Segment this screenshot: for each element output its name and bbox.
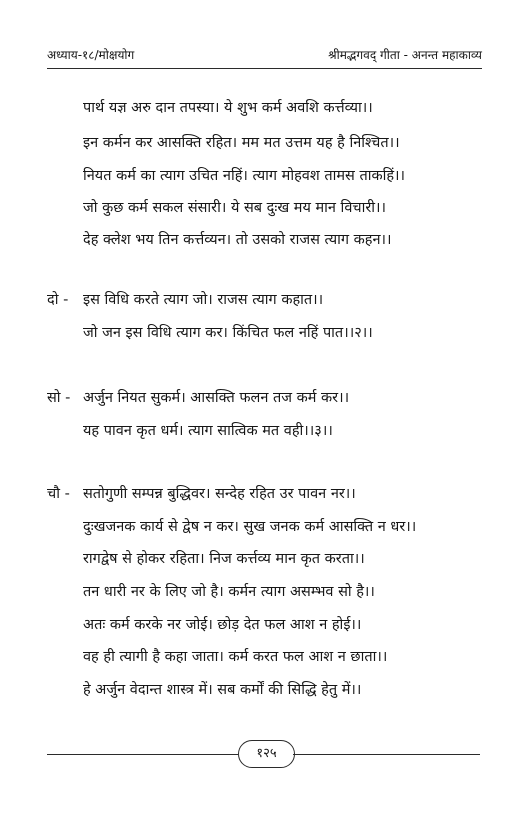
verse-line: देह क्लेश भय तिन कर्त्तव्यन। तो उसको राजस त्याग कहन।। <box>83 232 392 248</box>
verse-line: पार्थ यज्ञ अरु दान तपस्या। ये शुभ कर्म अवशि कर्त्तव्या।। <box>83 100 373 116</box>
page-number: १२५ <box>238 740 295 768</box>
chapter-title: अध्याय-१८/मोक्षयोग <box>47 48 135 62</box>
book-title: श्रीमद्भगवद् गीता - अनन्त महाकाव्य <box>328 48 482 62</box>
doha-line: इस विधि करते त्याग जो। राजस त्याग कहात।। <box>83 292 324 308</box>
doha-line: जो जन इस विधि त्याग कर। किंचित फल नहिं पात।।२।। <box>83 325 373 341</box>
chaupai-line: सतोगुणी सम्पन्न बुद्धिवर। सन्देह रहित उर पावन नर।। <box>83 486 356 502</box>
soratha-line: यह पावन कृत धर्म। त्याग सात्विक मत वही।।३।। <box>83 423 333 439</box>
footer-rule-right <box>293 754 480 755</box>
soratha-label: सो - <box>47 390 71 406</box>
chaupai-label: चौ - <box>47 486 70 502</box>
footer-rule-left <box>47 754 238 755</box>
chaupai-line: अतः कर्म करके नर जोई। छोड़ देत फल आश न होई।। <box>83 617 362 633</box>
doha-label: दो - <box>47 292 69 308</box>
soratha-line: अर्जुन नियत सुकर्म। आसक्ति फलन तज कर्म कर।। <box>83 390 350 406</box>
chaupai-line: वह ही त्यागी है कहा जाता। कर्म करत फल आश न छाता।। <box>83 649 388 665</box>
verse-line: इन कर्मन कर आसक्ति रहित। मम मत उत्तम यह है निश्चित।। <box>83 135 400 151</box>
running-header <box>47 40 482 69</box>
verse-line: नियत कर्म का त्याग उचित नहिं। त्याग मोहवश तामस ताकहिं।। <box>83 168 406 184</box>
chaupai-line: हे अर्जुन वेदान्त शास्त्र में। सब कर्मों की सिद्धि हेतु में।। <box>83 682 362 698</box>
chaupai-line: दुःखजनक कार्य से द्वेष न कर। सुख जनक कर्म आसक्ति न धर।। <box>83 519 417 535</box>
verse-line: जो कुछ कर्म सकल संसारी। ये सब दुःख मय मान विचारी।। <box>83 200 387 216</box>
chaupai-line: रागद्वेष से होकर रहिता। निज कर्त्तव्य मान कृत करता।। <box>83 551 365 567</box>
chaupai-line: तन धारी नर के लिए जो है। कर्मन त्याग असम्भव सो है।। <box>83 584 375 600</box>
